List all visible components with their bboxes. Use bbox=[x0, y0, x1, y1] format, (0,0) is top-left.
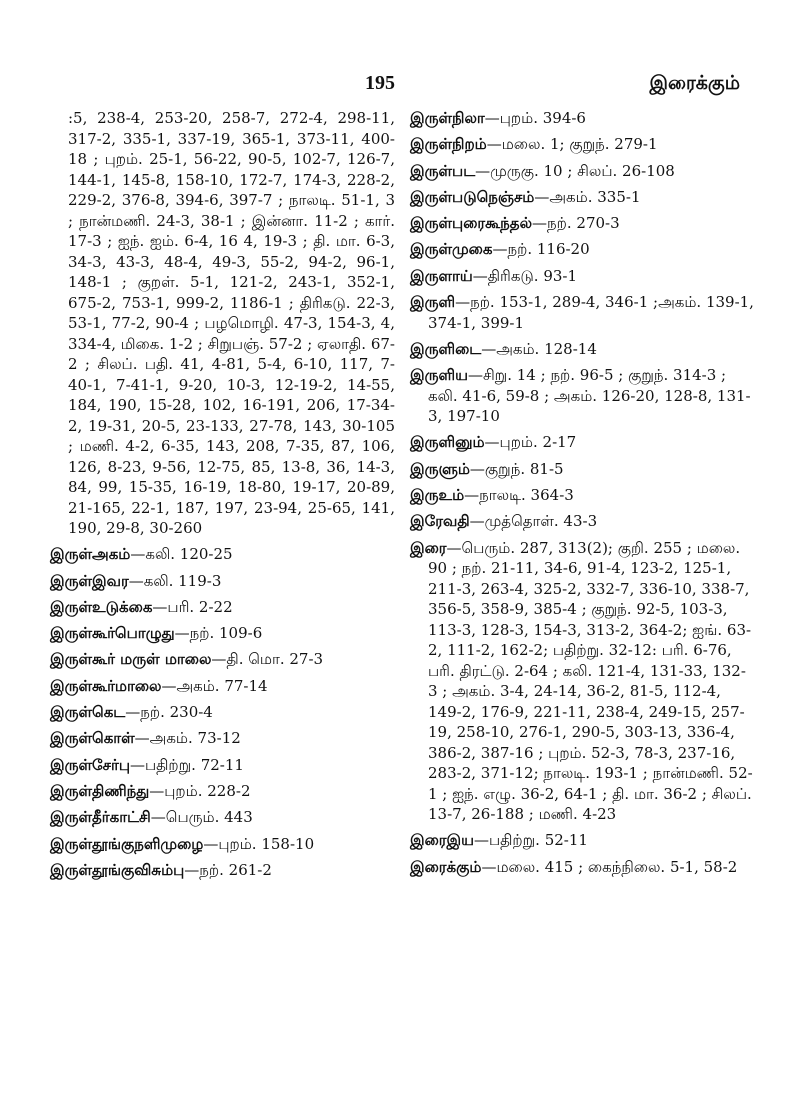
entry-headword: இருளாய் bbox=[410, 266, 473, 285]
entry-headword: இருள்புரைகூந்தல் bbox=[410, 214, 533, 233]
entry-headword: இருள்கூர்மாலை bbox=[50, 676, 162, 695]
left-entry-list bbox=[50, 544, 395, 880]
running-head: இரைக்கும் bbox=[649, 72, 740, 94]
right-column bbox=[410, 108, 755, 883]
index-entry bbox=[410, 292, 755, 333]
left-column bbox=[50, 108, 395, 886]
entry-references: —புறம். 2-17 bbox=[484, 433, 577, 452]
continuation-entry: :5, 238-4, 253-20, 258-7, 272-4, 298-11, 317-2, 335-1, 337-19, 365-1, 373-11, 400-18 ; புறம். 25-1, 56-22, 90-5, 102-7, 126-7, 144-1, 145-8, 158-10, 172-7, 174-3, 228-2, 229-2, 376-8, 394-6, 397-7 ; நாலடி. 51-1, 3 ; நான்மணி. 24-3, 38-1 ; இன்னா. 11-2 ; கார். 17-3 ; ஐந். ஐம். 6-4, 16 4, 19-3 ; தி. மா. 6-3, 34-3, 43-3, 48-4, 49-3, 55-2, 94-2, 96-1, 148-1 ; குறள். 5-1, 121-2, 243-1, 352-1, 675-2, 753-1, 999-2, 1186-1 ; திரிகடு. 22-3, 53-1, 77-2, 90-4 ; பழமொழி. 47-3, 154-3, 4, 334-4, மிகை. 1-2 ; சிறுபஞ். 57-2 ; ஏலாதி. 67-2 ; சிலப். பதி. 41, 4-81, 5-4, 6-10, 117, 7-40-1, 7-41-1, 9-20, 10-3, 12-19-2, 14-55, 184, 190, 15-28, 102, 16-191, 206, 17-34-2, 19-31, 20-5, 23-133, 27-78, 143, 30-105 ; மணி. 4-2, 6-35, 143, 208, 7-35, 87, 106, 126, 8-23, 9-56, 12-75, 85, 13-8, 36, 14-3, 84, 99, 15-35, 16-19, 18-80, 19-17, 20-89, 21-165, 22-1, 187, 197, 23-94, 25-65, 141, 190, 29-8, 30-260 bbox=[68, 109, 395, 537]
index-entry bbox=[410, 266, 755, 287]
entry-headword: இருள்இவர bbox=[50, 571, 129, 590]
index-entry bbox=[410, 339, 755, 360]
entry-references: —மலை. 1; குறுந். 279-1 bbox=[486, 135, 658, 154]
entry-headword: இரை bbox=[410, 538, 447, 557]
index-entry bbox=[50, 544, 395, 565]
index-entry bbox=[410, 830, 755, 851]
entry-references: —மலை. 415 ; கைந்நிலை. 5-1, 58-2 bbox=[481, 857, 738, 876]
entry-headword: இருள்நிறம் bbox=[410, 135, 487, 154]
entry-references: —அகம். 128-14 bbox=[481, 339, 597, 358]
entry-headword: இருள்திணிந்து bbox=[50, 781, 150, 800]
index-entry bbox=[50, 623, 395, 644]
entry-headword: இருள்பட bbox=[410, 161, 476, 180]
index-entry bbox=[50, 781, 395, 802]
entry-references: —கலி. 120-25 bbox=[130, 545, 233, 564]
entry-references: —முத்தொள். 43-3 bbox=[469, 512, 598, 531]
entry-references: —புறம். 228-2 bbox=[149, 781, 251, 800]
index-entry bbox=[410, 365, 755, 427]
entry-references: —குறுந். 81-5 bbox=[469, 459, 564, 478]
index-entry bbox=[50, 807, 395, 828]
entry-references: —நாலடி. 364-3 bbox=[464, 486, 574, 505]
entry-headword: இருள்கொள் bbox=[50, 729, 135, 748]
entry-references: —நற். 109-6 bbox=[174, 624, 263, 643]
entry-references: —பெரும். 287, 313(2); குறி. 255 ; மலை. 90 ; நற். 21-11, 34-6, 91-4, 123-2, 125-1, 211-3, 263-4, 325-2, 332-7, 336-10, 338-7, 356-5, 358-9, 385-4 ; குறுந். 92-5, 103-3, 113-3, 128-3, 154-3, 313-2, 364-2; ஐங். 63-2, 111-2, 162-2; பதிற்று. 32-12: பரி. 6-76, பரி. திரட்டு. 2-64 ; கலி. 121-4, 131-33, 132-3 ; அகம். 3-4, 24-14, 36-2, 81-5, 112-4, 149-2, 176-9, 221-11, 238-4, 249-15, 257-19, 258-10, 276-1, 290-5, 303-13, 336-4, 386-2, 387-16 ; புறம். 52-3, 78-3, 237-16, 283-2, 371-12; நாலடி. 193-1 ; நான்மணி. 52-1 ; ஐந். எழு. 36-2, 64-1 ; தி. மா. 36-2 ; சிலப். 13-7, 26-188 ; மணி. 4-23 bbox=[428, 538, 753, 824]
entry-headword: இருள்நிலா bbox=[410, 109, 485, 127]
entry-headword: இருள்கூர்பொழுது bbox=[50, 624, 175, 643]
entry-headword: இரேவதி bbox=[410, 512, 470, 531]
entry-references: —புறம். 394-6 bbox=[484, 109, 586, 127]
entry-references: —நற். 261-2 bbox=[184, 860, 272, 879]
entry-references: —பெரும். 443 bbox=[150, 808, 253, 827]
index-entry bbox=[50, 597, 395, 618]
index-entry bbox=[410, 857, 755, 878]
entry-references: —நற். 153-1, 289-4, 346-1 ;அகம். 139-1, 374-1, 399-1 bbox=[428, 293, 754, 332]
page-number: 195 bbox=[365, 72, 395, 94]
index-entry bbox=[50, 649, 395, 670]
entry-headword: இருள்தூங்குவிசும்பு bbox=[50, 860, 185, 879]
entry-references: —அகம். 77-14 bbox=[161, 676, 268, 695]
page-header bbox=[0, 72, 800, 102]
index-entry bbox=[410, 187, 755, 208]
entry-headword: இருளினும் bbox=[410, 433, 485, 452]
index-entry bbox=[50, 860, 395, 881]
entry-references: —முருகு. 10 ; சிலப். 26-108 bbox=[475, 161, 675, 180]
entry-references: —நற். 116-20 bbox=[492, 240, 590, 259]
index-entry bbox=[410, 108, 755, 129]
index-entry bbox=[410, 134, 755, 155]
entry-headword: இருளிடை bbox=[410, 339, 482, 358]
entry-headword: இருள்சேர்பு bbox=[50, 755, 130, 774]
entry-headword: இருள்முகை bbox=[410, 240, 493, 259]
entry-references: —சிறு. 14 ; நற். 96-5 ; குறுந். 314-3 ; கலி. 41-6, 59-8 ; அகம். 126-20, 128-8, 131-3, 197-10 bbox=[428, 366, 751, 426]
entry-headword: இருளிய bbox=[410, 366, 468, 385]
entry-references: —அகம். 73-12 bbox=[134, 729, 241, 748]
entry-headword: இருள்படுநெஞ்சம் bbox=[410, 187, 535, 206]
index-entry bbox=[410, 213, 755, 234]
index-entry bbox=[50, 702, 395, 723]
index-entry bbox=[410, 485, 755, 506]
entry-references: —தி. மொ. 27-3 bbox=[211, 650, 324, 669]
entry-headword: இருஉம் bbox=[410, 486, 465, 505]
index-entry bbox=[410, 459, 755, 480]
entry-references: —நற். 230-4 bbox=[125, 703, 213, 722]
entry-references: —பதிற்று. 72-11 bbox=[129, 755, 244, 774]
entry-headword: இருள்தூங்குநளிமுழை bbox=[50, 834, 204, 853]
entry-references: —பரி. 2-22 bbox=[152, 597, 233, 616]
entry-references: —நற். 270-3 bbox=[532, 214, 620, 233]
index-entry bbox=[410, 538, 755, 825]
index-entry bbox=[50, 728, 395, 749]
index-entry bbox=[50, 755, 395, 776]
entry-references: —கலி. 119-3 bbox=[128, 571, 222, 590]
entry-headword: இரைஇய bbox=[410, 831, 474, 850]
index-entry bbox=[50, 676, 395, 697]
entry-headword: இருள்உடுக்கை bbox=[50, 597, 153, 616]
entry-references: —பதிற்று. 52-11 bbox=[473, 831, 588, 850]
index-entry bbox=[410, 161, 755, 182]
entry-references: —திரிகடு. 93-1 bbox=[472, 266, 578, 285]
entry-headword: இருளி bbox=[410, 293, 456, 312]
entry-headword: இருள்கெட bbox=[50, 703, 126, 722]
right-entry-list bbox=[410, 108, 755, 877]
entry-headword: இரைக்கும் bbox=[410, 857, 482, 876]
index-entry bbox=[50, 834, 395, 855]
index-entry bbox=[410, 511, 755, 532]
entry-headword: இருள்கூர் மருள் மாலை bbox=[50, 650, 212, 669]
entry-headword: இருளும் bbox=[410, 459, 470, 478]
entry-references: —அகம். 335-1 bbox=[534, 187, 641, 206]
index-entry bbox=[50, 571, 395, 592]
index-entry bbox=[410, 432, 755, 453]
index-entry bbox=[410, 239, 755, 260]
entry-headword: இருள்அகம் bbox=[50, 545, 131, 564]
entry-headword: இருள்தீர்காட்சி bbox=[50, 808, 151, 827]
entry-references: —புறம். 158-10 bbox=[203, 834, 315, 853]
